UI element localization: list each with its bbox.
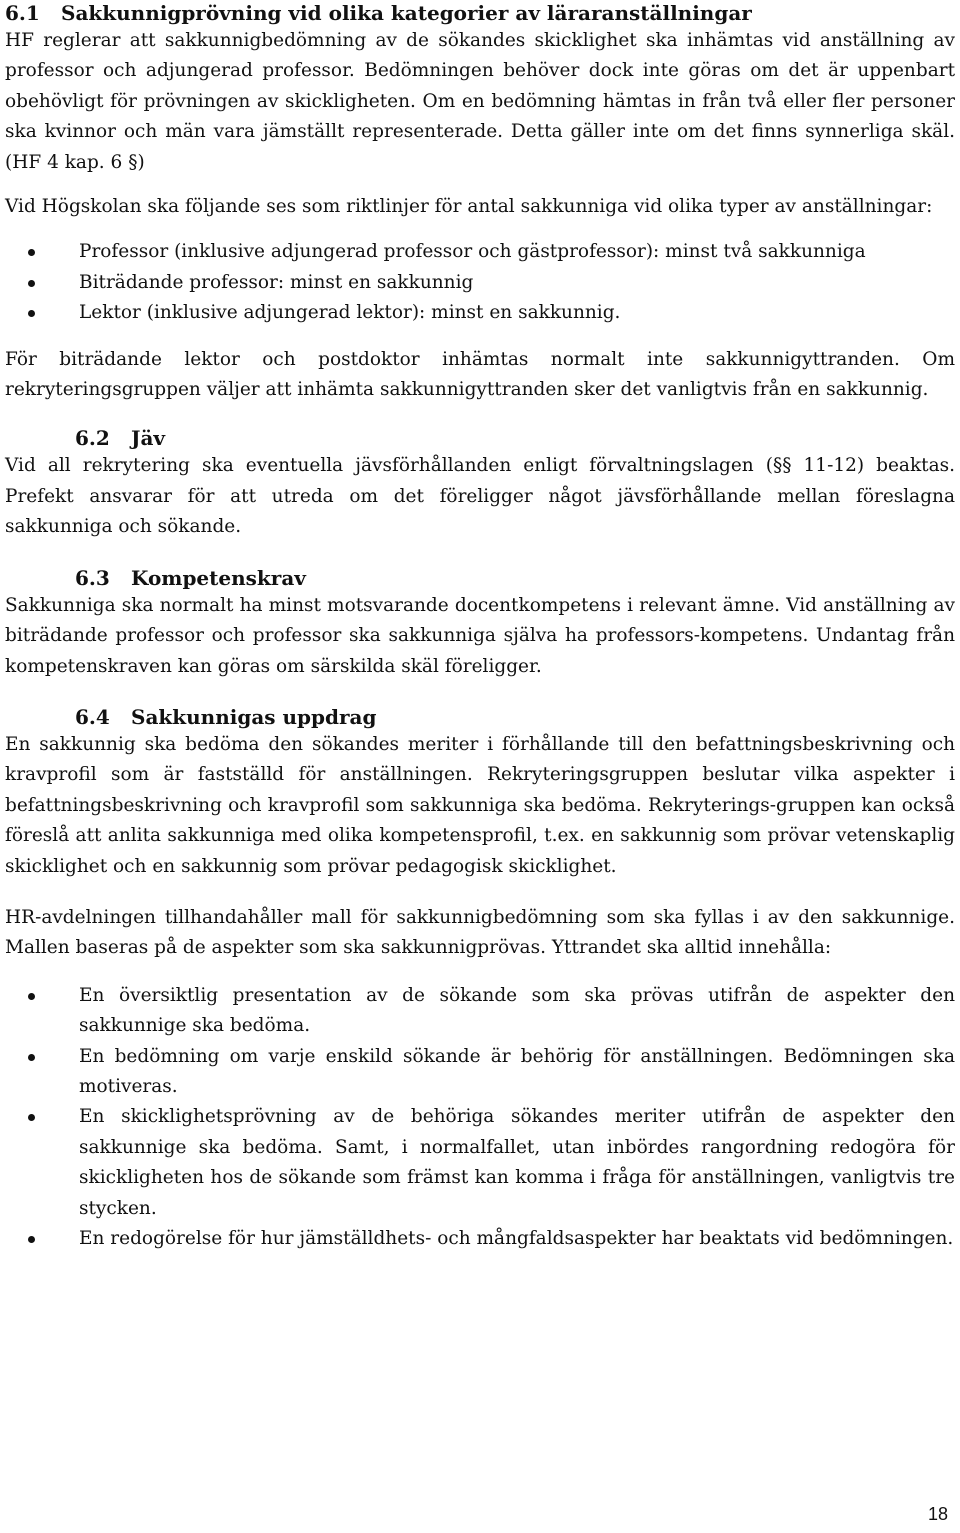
- list-yttrande-contents: [5, 981, 955, 1255]
- list-item: Professor (inklusive adjungerad professor och gästprofessor): minst två sakkunniga: [5, 237, 955, 267]
- paragraph-6-3-kompetens: Sakkunniga ska normalt ha minst motsvarande docentkompetens i relevant ämne. Vid anställning av biträdande professor och professor ska sakkunniga själva ha professors-kompetens. Undantag från kompetenskraven kan göras om särskilda skäl föreligger.: [5, 594, 955, 677]
- section-heading-6-2: [5, 425, 955, 451]
- paragraph-6-1-postdoc: För biträdande lektor och postdoktor inhämtas normalt inte sakkunnigyttranden. Om rekryteringsgruppen väljer att inhämta sakkunnigyttranden sker det vanligtvis från en sakkunnig.: [5, 348, 955, 401]
- paragraph-6-1-guidelines: Vid Högskolan ska följande ses som riktlinjer för antal sakkunniga vid olika typer av anställningar:: [5, 196, 933, 218]
- page-number: 18: [927, 1504, 948, 1524]
- section-number: 6.2: [75, 426, 110, 451]
- list-item: Lektor (inklusive adjungerad lektor): minst en sakkunnig.: [5, 298, 955, 328]
- section-number: 6.1: [5, 1, 40, 25]
- section-title: Jäv: [131, 426, 166, 451]
- section-number: 6.3: [75, 565, 110, 590]
- list-item: En bedömning om varje enskild sökande är behörig för anställningen. Bedömningen ska motiveras.: [5, 1042, 955, 1103]
- list-item: Biträdande professor: minst en sakkunnig: [5, 268, 955, 298]
- list-item: En redogörelse för hur jämställdhets- och mångfaldsaspekter har beaktats vid bedömningen.: [5, 1224, 955, 1254]
- section-title: Kompetenskrav: [131, 565, 306, 590]
- section-number: 6.4: [75, 704, 110, 729]
- list-sakkunniga-count: [5, 237, 955, 328]
- section-heading-6-1: [5, 0, 955, 26]
- paragraph-6-4-mall: HR-avdelningen tillhandahåller mall för sakkunnigbedömning som ska fyllas i av den sakkunnige. Mallen baseras på de aspekter som ska sakkunnigprövas. Yttrandet ska alltid innehålla:: [5, 906, 955, 959]
- section-title: Sakkunnigas uppdrag: [131, 704, 377, 729]
- section-title: Sakkunnigprövning vid olika kategorier av läraranställningar: [61, 1, 752, 25]
- paragraph-6-4-uppdrag: En sakkunnig ska bedöma den sökandes meriter i förhållande till den befattningsbeskrivning och kravprofil som är fastställd för anställningen. Rekryteringsgruppen beslutar vilka aspekter i befattningsbeskrivning och kravprofil som sakkunniga ska bedöma. Rekryterings-gruppen kan också föreslå att anlita sakkunniga med olika kompetensprofil, t.ex. en sakkunnig som prövar vetenskaplig skicklighet och en sakkunnig som prövar pedagogisk skicklighet.: [5, 733, 955, 877]
- list-item: En skicklighetsprövning av de behöriga sökandes meriter utifrån de aspekter den sakkunnige ska bedöma. Samt, i normalfallet, utan inbördes rangordning redogöra för skickligheten hos de sökande som främst kan komma i fråga för anställningen, vanligtvis tre stycken.: [5, 1102, 955, 1224]
- paragraph-6-2-jav: Vid all rekrytering ska eventuella jävsförhållanden enligt förvaltningslagen (§§ 11-12) beaktas. Prefekt ansvarar för att utreda om det föreligger något jävsförhållande mellan föreslagna sakkunniga och sökande.: [5, 455, 955, 538]
- section-heading-6-4: [5, 704, 955, 730]
- section-heading-6-3: [5, 565, 955, 591]
- paragraph-6-1-intro: HF reglerar att sakkunnigbedömning av de sökandes skicklighet ska inhämtas vid anställning av professor och adjungerad professor. Bedömningen behöver dock inte göras om det är uppenbart obehövligt för prövningen av skickligheten. Om en bedömning hämtas in från två eller fler personer ska kvinnor och män vara jämställt representerade. Detta gäller inte om det finns synnerliga skäl. (HF 4 kap. 6 §): [5, 30, 955, 173]
- list-item: En översiktlig presentation av de sökande som ska prövas utifrån de aspekter den sakkunnige ska bedöma.: [5, 981, 955, 1042]
- document-page: [5, 0, 955, 1254]
